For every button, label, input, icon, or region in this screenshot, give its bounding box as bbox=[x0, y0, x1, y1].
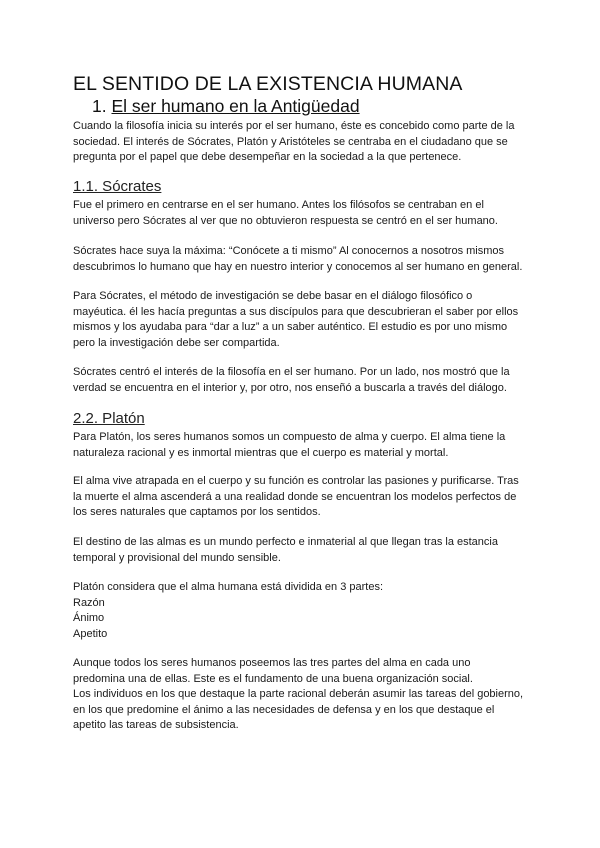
list-item-animo: Ánimo bbox=[73, 612, 105, 624]
text-line: Para Sócrates, el método de investigación se debe basar en el diálogo filosófico o bbox=[73, 290, 473, 302]
platon-paragraph-5 bbox=[73, 656, 523, 734]
platon-paragraph-3 bbox=[73, 535, 498, 566]
section-1-heading bbox=[92, 96, 360, 117]
text-line: Para Platón, los seres humanos somos un compuesto de alma y cuerpo. El alma tiene la bbox=[73, 431, 506, 443]
text-line: Sócrates hace suya la máxima: “Conócete a ti mismo” Al conocernos a nosotros mismos bbox=[73, 245, 505, 257]
list-item-apetito: Apetito bbox=[73, 627, 108, 640]
text-line: mismos y los ayudaba para “dar a luz” a un saber auténtico. El estudio es por uno mismo bbox=[73, 321, 508, 333]
text-line: mayéutica. él les hacía preguntas a sus discípulos para que descubrieran el saber por ellos bbox=[73, 305, 519, 318]
text-line: pregunta por el papel que debe desempeñar en la sociedad a la que pertenece. bbox=[73, 151, 462, 163]
platon-paragraph-2 bbox=[73, 474, 519, 521]
text-line: apetito las tareas de subsistencia. bbox=[73, 719, 239, 731]
text-line: El alma vive atrapada en el cuerpo y su función es controlar las pasiones y purificarse. Tras bbox=[73, 475, 519, 487]
socrates-paragraph-2 bbox=[73, 244, 522, 275]
text-line: verdad se encuentra en el interior y, por otro, nos enseñó a buscarla a través del diálogo. bbox=[73, 381, 507, 394]
text-line: Platón considera que el alma humana está dividida en 3 partes: bbox=[73, 581, 384, 593]
text-line: El destino de las almas es un mundo perfecto e inmaterial al que llegan tras la estancia bbox=[73, 536, 498, 548]
text-line: la muerte el alma ascenderá a una realidad donde se encuentran los modelos perfectos de bbox=[73, 490, 517, 503]
socrates-paragraph-1 bbox=[73, 198, 498, 229]
section-1-title: El ser humano en la Antigüedad bbox=[111, 96, 360, 116]
text-line: naturaleza racional y es inmortal mientras que el cuerpo es material y mortal. bbox=[73, 446, 449, 459]
text-line: Sócrates centró el interés de la filosofía en el ser humano. Por un lado, nos mostró que la bbox=[73, 366, 510, 378]
section-1-number: 1. bbox=[92, 96, 107, 116]
text-line: Cuando la filosofía inicia su interés por el ser humano, éste es concebido como parte de la bbox=[73, 120, 515, 132]
platon-paragraph-1 bbox=[73, 430, 505, 461]
text-line: Fue el primero en centrarse en el ser humano. Antes los filósofos se centraban en el bbox=[73, 199, 484, 211]
text-line: Aunque todos los seres humanos poseemos las tres partes del alma en cada uno bbox=[73, 657, 471, 669]
socrates-paragraph-3 bbox=[73, 289, 518, 351]
socrates-heading: 1.1. Sócrates bbox=[73, 178, 162, 195]
list-item-razon: Razón bbox=[73, 596, 105, 609]
text-line: sociedad. El interés de Sócrates, Platón y Aristóteles se centraba en el ciudadano que se bbox=[73, 135, 508, 148]
platon-heading: 2.2. Platón bbox=[73, 410, 145, 427]
text-line: descubrimos lo humano que hay en nuestro interior y conocemos al ser humano en general. bbox=[73, 260, 523, 273]
intro-paragraph bbox=[73, 119, 514, 166]
platon-paragraph-4 bbox=[73, 580, 383, 642]
text-line: universo pero Sócrates al ver que no obtuvieron respuesta se centró en el ser humano. bbox=[73, 214, 498, 227]
socrates-paragraph-4 bbox=[73, 365, 510, 396]
text-line: predomina una de ellas. Este es el fundamento de una buena organización social. bbox=[73, 672, 473, 685]
text-line: pero la investigación debe ser compartida. bbox=[73, 336, 280, 349]
text-line: en los que predomine el ánimo a las necesidades de defensa y en los que destaque el bbox=[73, 703, 495, 716]
text-line: temporal y provisional del mundo sensible. bbox=[73, 551, 281, 564]
text-line: Los individuos en los que destaque la parte racional deberán asumir las tareas del gobierno, bbox=[73, 688, 524, 700]
document-title: EL SENTIDO DE LA EXISTENCIA HUMANA bbox=[73, 73, 463, 95]
text-line: los seres naturales que captamos por los sentidos. bbox=[73, 506, 321, 518]
